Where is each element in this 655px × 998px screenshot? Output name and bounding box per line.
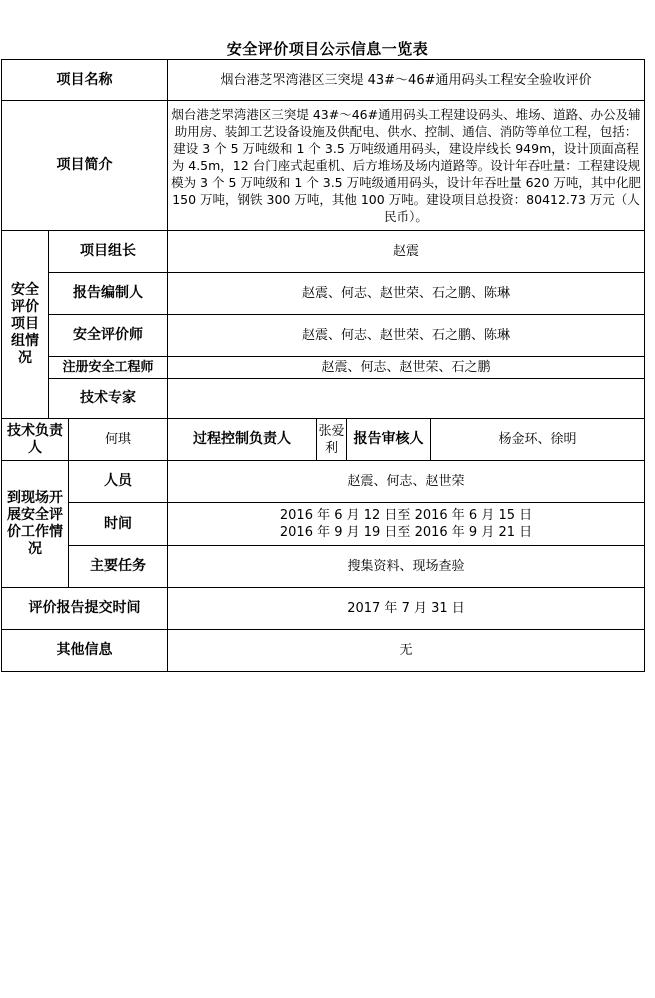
site-work-group-label: 到现场开展安全评价工作情况	[2, 461, 69, 588]
site-time-value	[168, 503, 645, 546]
row-tech-experts	[2, 379, 645, 419]
row-submit-time	[2, 588, 645, 630]
row-responsible	[2, 419, 645, 461]
tech-experts-label: 技术专家	[49, 379, 168, 419]
safety-evaluators-label: 安全评价师	[49, 315, 168, 357]
other-info-value: 无	[168, 630, 645, 672]
process-control-value: 张爱利	[317, 419, 347, 461]
report-writers-value: 赵震、何志、赵世荣、石之鹏、陈琳	[168, 273, 645, 315]
site-personnel-label: 人员	[69, 461, 168, 503]
registered-engineers-value: 赵震、何志、赵世荣、石之鹏	[168, 357, 645, 379]
project-intro-value: 烟台港芝罘湾港区三突堤 43#～46#通用码头工程建设码头、堆场、道路、办公及辅助用房、装卸工艺设备设施及供配电、供水、控制、通信、消防等单位工程，包括：建设 3 个 5 万吨级和 1 个 3.5 万吨级通用码头，建设岸线长 949m，设计顶面高程为 4.5m，12 台门座式起重机、后方堆场及场内道路等。设计年吞吐量：工程建设规模为 3 个 5 万吨级和 1 个 3.5 万吨级通用码头，设计年吞吐量 620 万吨，其中化肥 150 万吨，钢铁 300 万吨，其他 100 万吨。建设项目总投资：80412.73 万元（人民币）。	[168, 101, 645, 231]
site-personnel-value: 赵震、何志、赵世荣	[168, 461, 645, 503]
row-report-writers	[2, 273, 645, 315]
site-time-line-2: 2016 年 9 月 19 日至 2016 年 9 月 21 日	[279, 525, 533, 540]
team-leader-value: 赵震	[168, 231, 645, 273]
reviewer-label: 报告审核人	[347, 419, 431, 461]
site-time-line-1: 2016 年 6 月 12 日至 2016 年 6 月 15 日	[279, 508, 533, 523]
row-other-info	[2, 630, 645, 672]
project-name-value: 烟台港芝罘湾港区三突堤 43#～46#通用码头工程安全验收评价	[168, 60, 645, 101]
other-info-label: 其他信息	[2, 630, 168, 672]
submit-time-value: 2017 年 7 月 31 日	[168, 588, 645, 630]
tech-lead-label: 技术负责人	[2, 419, 69, 461]
row-site-time	[2, 503, 645, 546]
row-project-name	[2, 60, 645, 101]
registered-engineers-label: 注册安全工程师	[49, 357, 168, 379]
team-leader-label: 项目组长	[49, 231, 168, 273]
submit-time-label: 评价报告提交时间	[2, 588, 168, 630]
report-writers-label: 报告编制人	[49, 273, 168, 315]
tech-lead-value: 何琪	[69, 419, 168, 461]
info-table	[1, 59, 645, 672]
safety-evaluators-value: 赵震、何志、赵世荣、石之鹏、陈琳	[168, 315, 645, 357]
row-site-tasks	[2, 546, 645, 588]
row-registered-engineers	[2, 357, 645, 379]
process-control-label: 过程控制负责人	[168, 419, 317, 461]
team-group-label: 安全评价项目组情况	[2, 231, 49, 419]
reviewer-value: 杨金环、徐明	[431, 419, 645, 461]
project-intro-label: 项目简介	[2, 101, 168, 231]
tech-experts-value	[168, 379, 645, 419]
site-tasks-label: 主要任务	[69, 546, 168, 588]
row-team-leader	[2, 231, 645, 273]
row-project-intro	[2, 101, 645, 231]
row-safety-evaluators	[2, 315, 645, 357]
page-title: 安全评价项目公示信息一览表	[226, 40, 429, 58]
site-time-label: 时间	[69, 503, 168, 546]
row-site-personnel	[2, 461, 645, 503]
site-tasks-value: 搜集资料、现场查验	[168, 546, 645, 588]
project-name-label: 项目名称	[2, 60, 168, 101]
